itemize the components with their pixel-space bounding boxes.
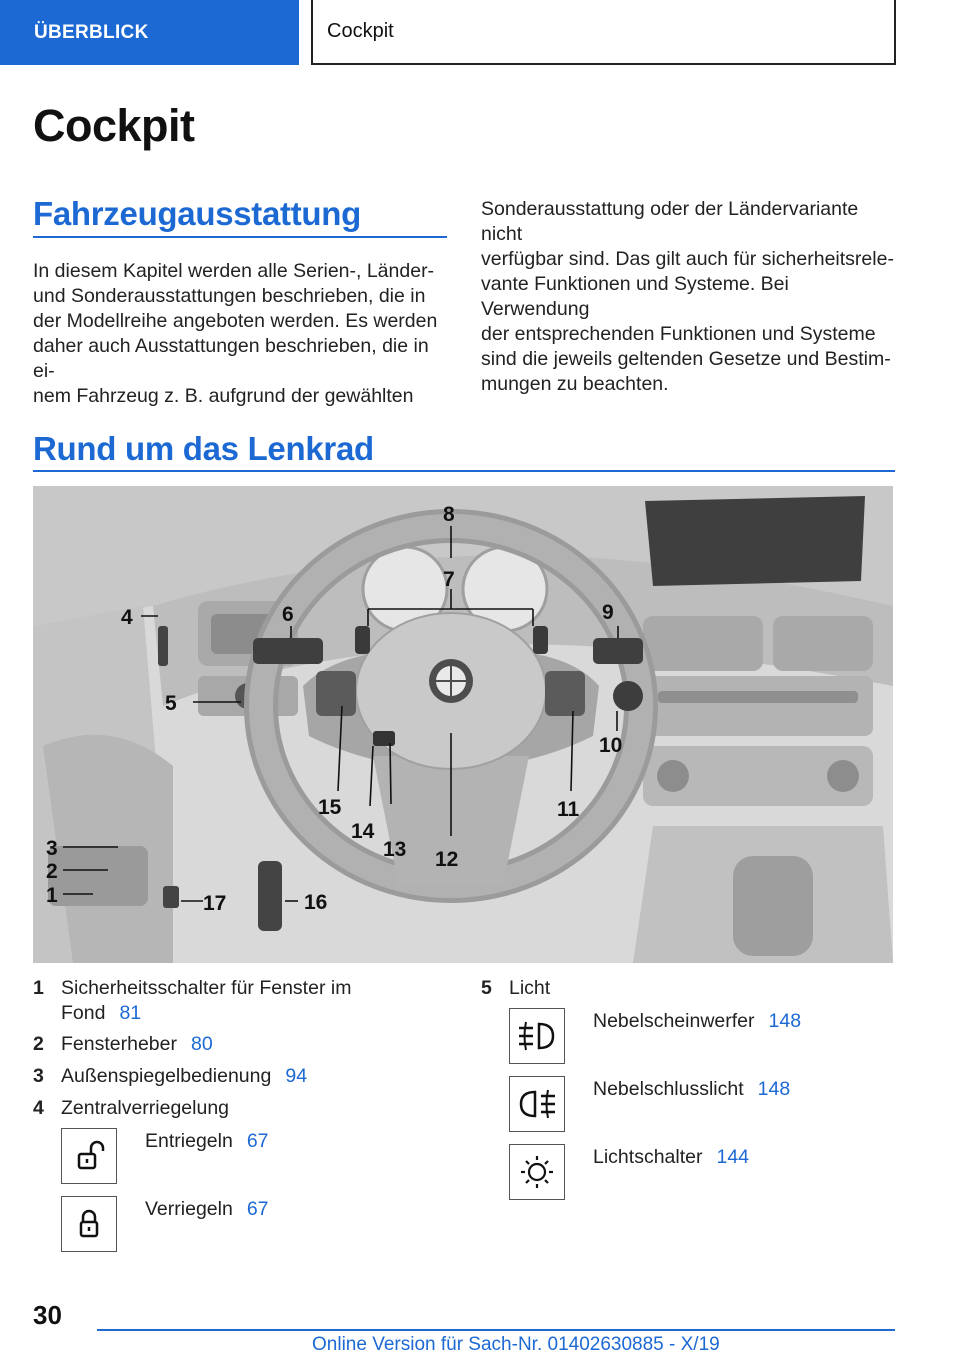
intro-line: verfügbar sind. Das gilt auch für sicherheitsrele-: [481, 248, 894, 270]
intro-line: sind die jeweils geltenden Gesetze und Bestim-: [481, 348, 891, 370]
unlock-icon: [61, 1128, 117, 1184]
sub-item: [593, 1077, 790, 1102]
item-number: 4: [33, 1097, 44, 1119]
page-reference-link[interactable]: 94: [285, 1065, 308, 1087]
callout-number: 13: [383, 838, 407, 861]
item-text: Zentralverriegelung: [61, 1097, 230, 1119]
intro-line: nem Fahrzeug z. B. aufgrund der gewählten: [33, 385, 414, 407]
callout-number: 5: [165, 692, 177, 715]
item-number: 5: [481, 977, 492, 999]
sub-item: [145, 1197, 269, 1222]
light-switch-icon: [509, 1144, 565, 1200]
callout-number: 2: [46, 860, 58, 883]
sub-item-text: Nebelscheinwerfer: [593, 1010, 755, 1032]
item-number: 1: [33, 977, 44, 999]
legend-list-left: [33, 976, 463, 1256]
sub-item: [145, 1129, 269, 1154]
front-fog-light-icon: [509, 1008, 565, 1064]
footer-rule: [97, 1329, 895, 1331]
sub-item-text: Lichtschalter: [593, 1146, 703, 1168]
intro-column-1: [33, 259, 453, 409]
rear-fog-light-icon: [509, 1076, 565, 1132]
page-reference-link[interactable]: 67: [246, 1130, 269, 1152]
page-reference-link[interactable]: 67: [246, 1198, 269, 1220]
intro-line: und Sonderausstattungen beschrieben, die in: [33, 285, 426, 307]
cockpit-illustration: [33, 486, 893, 963]
online-version-note: Online Version für Sach-Nr. 01402630885 - X/19: [312, 1334, 720, 1355]
intro-line: Sonderausstattung oder der Ländervariante nicht: [481, 198, 859, 245]
callout-number: 12: [435, 848, 459, 871]
item-text: Fond: [61, 1002, 106, 1024]
page-number: 30: [33, 1300, 62, 1330]
sub-item: [593, 1145, 749, 1170]
sub-item: [593, 1009, 801, 1034]
callout-number: 17: [203, 892, 227, 915]
callout-number: 16: [304, 891, 328, 914]
callout-number: 4: [121, 606, 133, 629]
chapter-tab-label: Cockpit: [327, 20, 394, 42]
callout-number: 6: [282, 603, 294, 626]
callout-number: 8: [443, 503, 455, 526]
section-tab: [0, 0, 299, 65]
item-text: Sicherheitsschalter für Fenster im: [61, 977, 352, 999]
sub-item-text: Nebelschlusslicht: [593, 1078, 744, 1100]
legend-list-right: [481, 976, 895, 1206]
intro-line: der Modellreihe angeboten werden. Es werden: [33, 310, 438, 332]
page-reference-link[interactable]: 80: [190, 1033, 213, 1055]
callout-number: 9: [602, 601, 614, 624]
section-heading-equipment: Fahrzeugausstattung: [33, 195, 361, 232]
cockpit-drawing: [33, 486, 893, 963]
page-reference-link[interactable]: 144: [716, 1146, 750, 1168]
intro-line: der entsprechenden Funktionen und Systeme: [481, 323, 876, 345]
callout-number: 14: [351, 820, 375, 843]
intro-line: mungen zu beachten.: [481, 373, 669, 395]
callout-number: 10: [599, 734, 623, 757]
item-text: Außenspiegelbedienung: [61, 1065, 272, 1087]
item-number: 3: [33, 1065, 44, 1087]
intro-line: daher auch Ausstattungen beschrieben, die in ei-: [33, 335, 429, 382]
sub-item-text: Verriegeln: [145, 1198, 233, 1220]
intro-column-2: [481, 197, 901, 397]
section-rule: [33, 470, 895, 472]
section-tab-label: ÜBERBLICK: [34, 21, 149, 43]
page-title: Cockpit: [33, 100, 195, 151]
item-number: 2: [33, 1033, 44, 1055]
callout-number: 3: [46, 837, 58, 860]
page-reference-link[interactable]: 148: [768, 1010, 802, 1032]
sub-item-text: Entriegeln: [145, 1130, 233, 1152]
callout-number: 15: [318, 796, 342, 819]
callout-number: 7: [443, 568, 455, 591]
chapter-tab: [311, 0, 896, 65]
section-heading-steering-wheel: Rund um das Lenkrad: [33, 430, 374, 467]
page-reference-link[interactable]: 148: [757, 1078, 791, 1100]
lock-icon: [61, 1196, 117, 1252]
callout-number: 1: [46, 884, 58, 907]
page-reference-link[interactable]: 81: [119, 1002, 142, 1024]
intro-line: In diesem Kapitel werden alle Serien-, Länder-: [33, 260, 435, 282]
intro-line: vante Funktionen und Systeme. Bei Verwendung: [481, 273, 789, 320]
callout-number: 11: [557, 798, 580, 821]
section-rule: [33, 236, 447, 238]
item-text: Licht: [509, 977, 551, 999]
item-text: Fensterheber: [61, 1033, 177, 1055]
